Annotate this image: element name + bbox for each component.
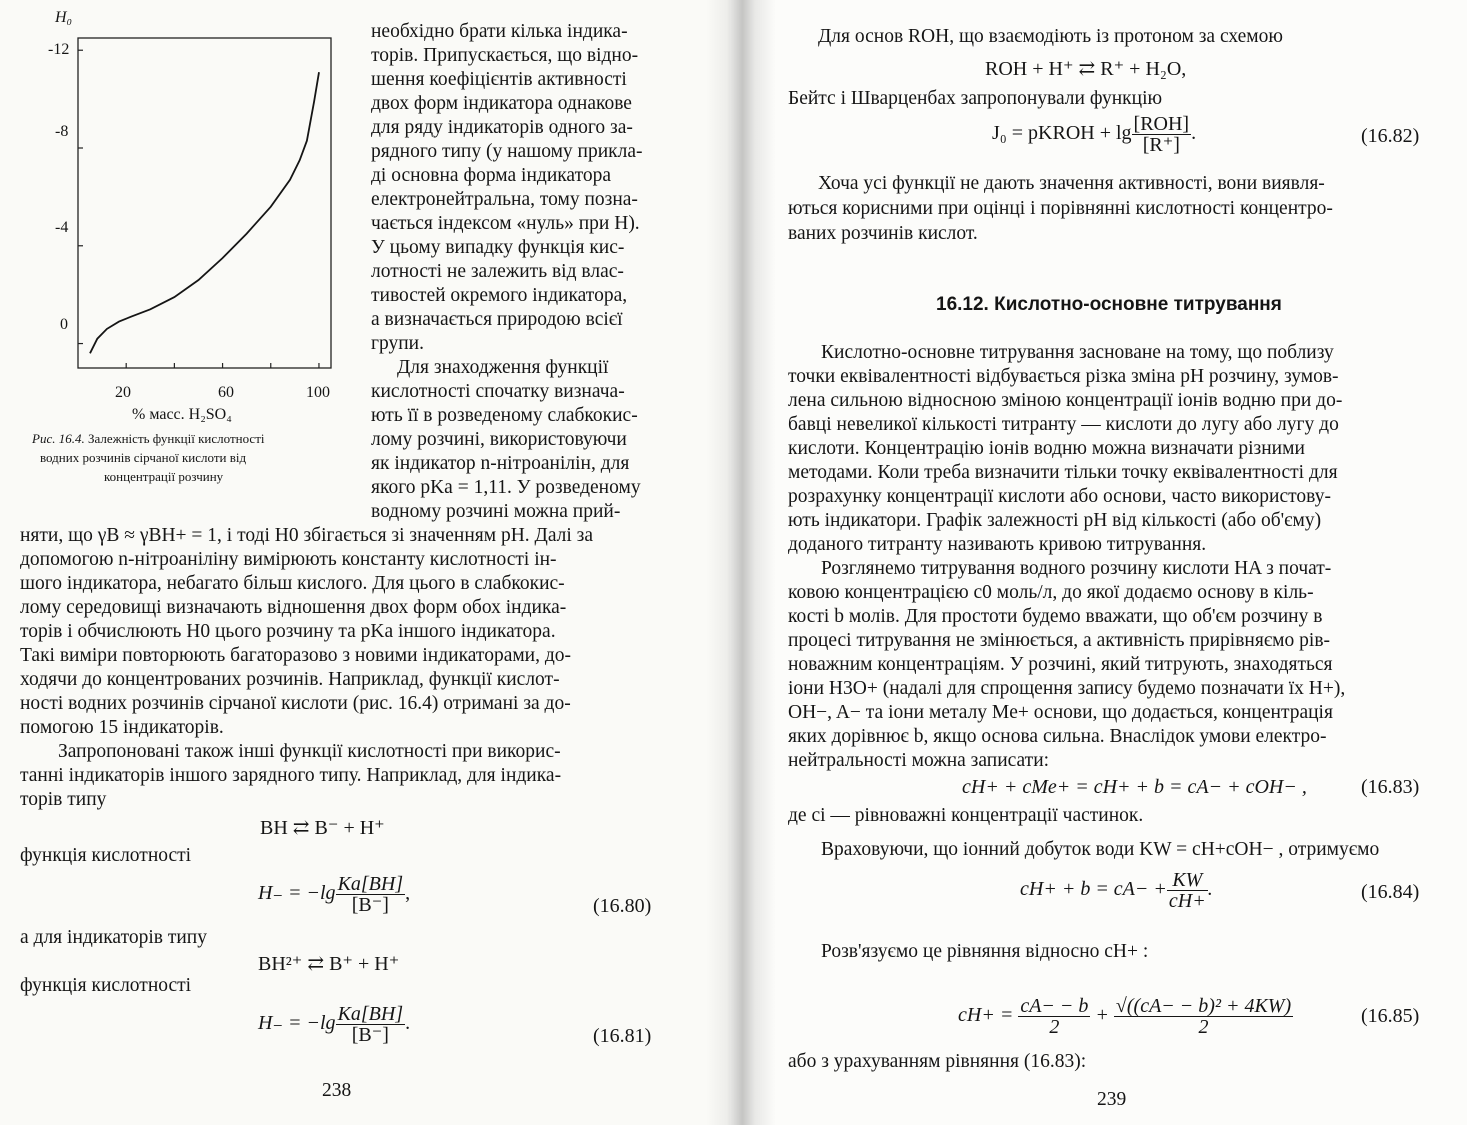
page-number: 239 xyxy=(1097,1089,1127,1110)
equation-number: (16.80) xyxy=(593,895,652,917)
text-line: лому розчині, використовуючи xyxy=(371,429,627,450)
text-line: Хоча усі функції не дають значення активності, вони виявля- xyxy=(818,173,1325,194)
text-line: нейтральності можна записати: xyxy=(788,750,1050,771)
text-line: помогою 15 індикаторів. xyxy=(20,717,224,738)
text-line: або з урахуванням рівняння (16.83): xyxy=(788,1051,1087,1072)
figure-caption-line: Рис. 16.4. Залежність функції кислотності xyxy=(32,431,265,446)
text-line: торів і обчислюють H0 цього розчину та pKa іншого індикатора. xyxy=(20,621,556,642)
text-line: танні індикаторів іншого зарядного типу. Наприклад, для індика- xyxy=(20,765,562,786)
right-page xyxy=(730,0,1467,1125)
reaction-equation: BH ⇄ B⁻ + H⁺ xyxy=(260,817,385,839)
text-line: а для індикаторів типу xyxy=(20,927,207,948)
reaction-equation: BH²⁺ ⇄ B⁺ + H⁺ xyxy=(258,953,400,975)
x-tick-label: 20 xyxy=(115,384,131,401)
text-line: Для знаходження функції xyxy=(397,357,609,378)
text-line: для ряду індикаторів одного за- xyxy=(371,117,633,138)
figure-caption-line: водних розчинів сірчаної кислоти від xyxy=(40,450,247,465)
text-line: ходячи до концентрованих розчинів. Наприклад, функції кислот- xyxy=(20,669,560,690)
text-line: яких дорівнює b, якщо основа сильна. Внаслідок умови електро- xyxy=(788,726,1327,747)
text-line: бавці невеликої кількості титранту — кислоти до лугу або лугу до xyxy=(788,414,1339,435)
text-line: ності водних розчинів сірчаної кислоти (рис. 16.4) отримані за до- xyxy=(20,693,571,714)
text-line: розрахунку концентрації кислоти або основи, часто використову- xyxy=(788,486,1331,507)
text-line: тивостей окремого індикатора, xyxy=(371,285,628,306)
axis-ticks xyxy=(78,50,319,368)
equation-16-81: H₋ = −lg $\frac{Ka[BH]}{[B^-]}$ . xyxy=(258,1003,411,1046)
x-tick-label: 100 xyxy=(306,384,330,401)
text-line: допомогою n-нітроаніліну вимірюють константу кислотності ін- xyxy=(20,549,557,570)
text-line: процесі титрування не змінюється, а активність прирівняємо рів- xyxy=(788,630,1331,651)
y-tick-label: 0 xyxy=(60,316,68,333)
text-line: доданого титранту називають кривою титрування. xyxy=(788,534,1207,555)
y-tick-label: -4 xyxy=(55,219,69,236)
left-page xyxy=(0,0,730,1125)
text-line: ковою концентрацією c0 моль/л, до якої додаємо основу в кіль- xyxy=(788,582,1314,603)
x-tick-label: 60 xyxy=(218,384,234,401)
text-line: няти, що γB ≈ γBH+ = 1, і тоді H0 збігається зі значенням pH. Далі за xyxy=(20,525,594,546)
equation-16-83: cH+ + cMe+ = cH+ + b = cA− + cOH− , xyxy=(962,776,1307,798)
text-line: шення коефіцієнтів активності xyxy=(371,69,627,90)
text-line: кості b молів. Для простоти будемо вважати, що об'єм розчину в xyxy=(788,606,1323,627)
reaction-equation: ROH + H⁺ ⇄ R⁺ + H₂O, xyxy=(985,58,1187,80)
text-line: новажним концентраціям. У розчині, який титрують, знаходяться xyxy=(788,654,1333,675)
text-line: Бейтс і Шварценбах запропонували функцію xyxy=(788,88,1163,109)
figure-caption-label: Рис. 16.4. xyxy=(32,431,85,446)
text-line: OH−, A− та іони металу Me+ основи, що додається, концентрація xyxy=(788,702,1333,723)
series-line xyxy=(90,72,319,353)
text-line: де ci — рівноважні концентрації частинок. xyxy=(788,805,1144,826)
text-line: точки еквівалентності відбувається різка зміна pH розчину, зумов- xyxy=(788,366,1339,387)
equation-number: (16.81) xyxy=(593,1025,652,1047)
text-line: У цьому випадку функція кис- xyxy=(371,237,625,258)
section-heading: 16.12. Кислотно-основне титрування xyxy=(936,294,1282,315)
equation-number: (16.85) xyxy=(1361,1005,1420,1027)
y-tick-label: -12 xyxy=(48,41,70,58)
text-line: групи. xyxy=(371,333,424,354)
text-line: Запропоновані також інші функції кислотності при викорис- xyxy=(58,741,561,762)
text-line: двох форм індикатора однакове xyxy=(371,93,632,114)
equation-16-82: J₀ = pKROH + lg $\frac{\text{[ROH]}}{[R^+]}$ . xyxy=(992,113,1197,156)
text-line: Кислотно-основне титрування засноване на тому, що поблизу xyxy=(821,342,1334,363)
equation-number: (16.83) xyxy=(1361,776,1420,798)
text-line: Розглянемо титрування водного розчину кислоти HA з почат- xyxy=(821,558,1332,579)
text-line: функція кислотності xyxy=(20,975,192,996)
x-axis-title: % масс. H₂SO₄ xyxy=(132,406,232,423)
text-line: ються корисними при оцінці і порівнянні кислотності концентро- xyxy=(788,198,1333,219)
text-line: необхідно брати кілька індика- xyxy=(371,21,628,42)
text-line: ють індикатори. Графік залежності pH від кількості (або об'єму) xyxy=(788,510,1322,531)
text-line: а визначається природою всієї xyxy=(371,309,623,330)
equation-16-85: cH+ = $\frac{cA- - b}{2}$ + $\frac{\text{√((cA− − b)² + 4KW)}}{2}$ xyxy=(958,995,1292,1038)
text-line: лена сильною відносною зміною концентрації іонів водню при до- xyxy=(788,390,1343,411)
equation-number: (16.82) xyxy=(1361,125,1420,147)
text-line: ваних розчинів кислот. xyxy=(788,223,978,244)
text-line: ді основна форма індикатора xyxy=(371,165,611,186)
text-line: Для основ ROH, що взаємодіють із протоном за схемою xyxy=(818,26,1283,47)
text-line: лотності не залежить від влас- xyxy=(371,261,624,282)
text-line: водному розчині можна прий- xyxy=(371,501,621,522)
text-line: торів. Припускається, що відно- xyxy=(371,45,639,66)
equation-16-84: cH+ + b = cA− + $\frac{KW}{cH+}$ . xyxy=(1020,869,1213,912)
text-line: шого індикатора, небагато більш кислого. Для цього в слабкокис- xyxy=(20,573,565,594)
page-number: 238 xyxy=(322,1080,352,1101)
chart-plot xyxy=(0,0,360,400)
plot-frame xyxy=(78,38,331,368)
y-axis-title: H₀ xyxy=(55,9,73,26)
text-line: торів типу xyxy=(20,789,107,810)
text-line: як індикатор n-нітроанілін, для xyxy=(371,453,630,474)
text-line: електронейтральна, тому позна- xyxy=(371,189,638,210)
text-line: функція кислотності xyxy=(20,845,192,866)
text-line: іони H3O+ (надалі для спрощення запису будемо позначати їх H+), xyxy=(788,678,1346,699)
equation-16-80: H₋ = −lg $\frac{Ka[BH]}{[B^-]}$ , xyxy=(258,873,411,916)
text-line: Такі виміри повторюють багаторазово з новими індикаторами, до- xyxy=(20,645,572,666)
text-line: лому середовищі визначають відношення двох форм обох індика- xyxy=(20,597,567,618)
text-line: кислотності спочатку визнача- xyxy=(371,381,625,402)
text-line: Враховуючи, що іонний добуток води KW = cH+cOH− , отримуємо xyxy=(821,839,1380,860)
y-tick-label: -8 xyxy=(55,123,69,140)
equation-number: (16.84) xyxy=(1361,881,1420,903)
text-line: кислоти. Концентрацію іонів водню можна визначати різними xyxy=(788,438,1305,459)
text-line: Розв'язуємо це рівняння відносно cH+ : xyxy=(821,941,1149,962)
text-line: рядного типу (у нашому прикла- xyxy=(371,141,643,162)
text-line: чається індексом «нуль» при H). xyxy=(371,213,640,234)
figure-caption-line: концентрації розчину xyxy=(104,469,224,484)
text-line: ють її в розведеному слабкокис- xyxy=(371,405,638,426)
text-line: якого pKa = 1,11. У розведеному xyxy=(371,477,641,498)
text-line: методами. Коли треба визначити тільки точку еквівалентності для xyxy=(788,462,1338,483)
